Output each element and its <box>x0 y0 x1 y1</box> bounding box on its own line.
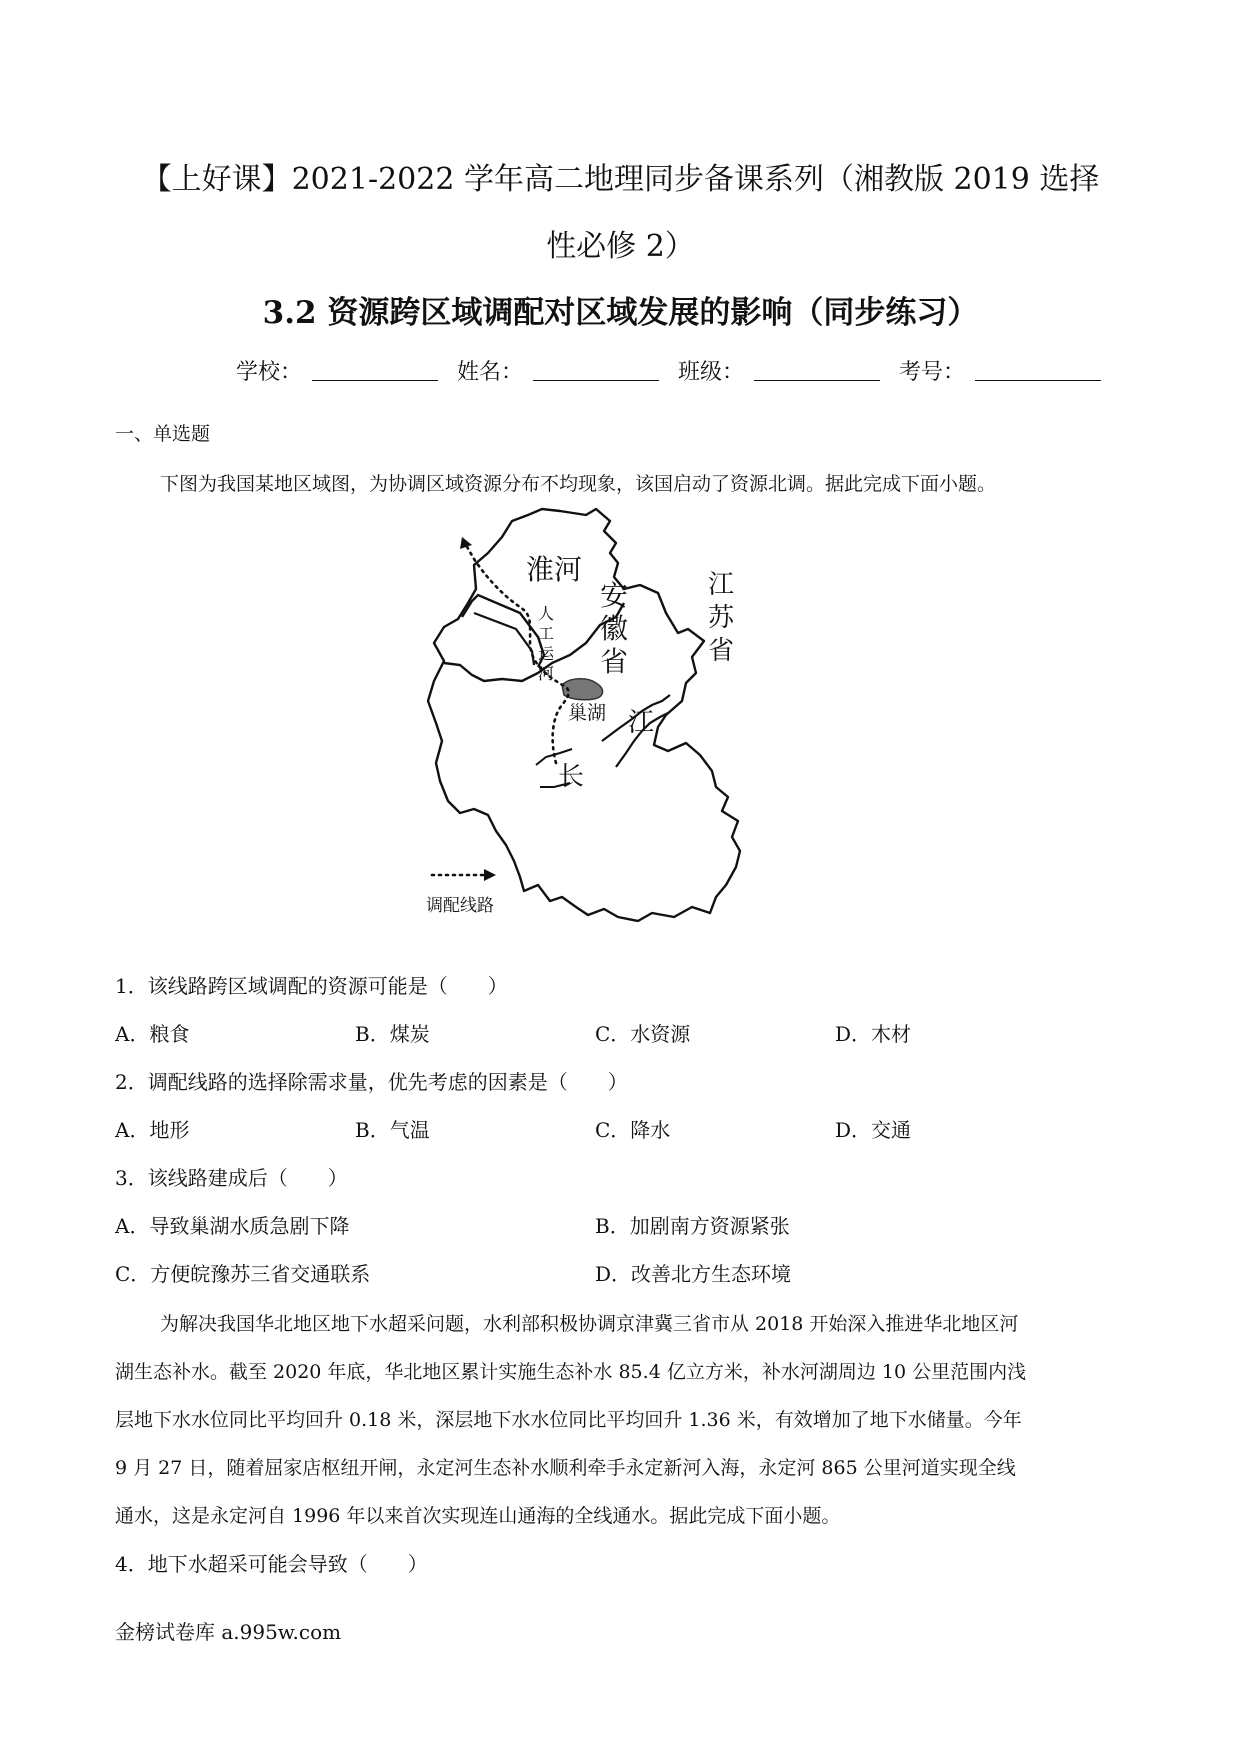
question-3 <box>115 1164 348 1192</box>
q3-option-a[interactable]: A．导致巢湖水质急剧下降 <box>115 1214 350 1238</box>
intro-paragraph-1: 下图为我国某地区域图，为协调区域资源分布不均现象，该国启动了资源北调。据此完成下面小题。 <box>160 473 997 495</box>
student-info-row <box>236 358 1113 388</box>
map-label-canal-2: 工 <box>538 624 555 643</box>
question-3-text: 该线路建成后（ ） <box>147 1166 348 1190</box>
intro-paragraph-2-line-2: 湖生态补水。截至 2020 年底，华北地区累计实施生态补水 85.4 亿立方米，补水河湖周边 10 公里范围内浅 <box>115 1361 1027 1383</box>
q3-option-c[interactable]: C．方便皖豫苏三省交通联系 <box>115 1262 371 1286</box>
name-blank <box>533 360 659 381</box>
footer-source: 金榜试卷库 a.995w.com <box>115 1620 342 1644</box>
question-1-number: 1． <box>115 974 148 998</box>
q1-option-d[interactable]: D．木材 <box>835 1022 912 1046</box>
intro-paragraph-2-line-4: 9 月 27 日，随着屈家店枢纽开闸，永定河生态补水顺利牵手永定新河入海，永定河 865 公里河道实现全线 <box>115 1457 1016 1479</box>
q1-option-c[interactable]: C．水资源 <box>595 1022 691 1046</box>
region-map <box>420 505 840 955</box>
map-label-huaihe: 淮河 <box>526 553 583 586</box>
section-title: 一、单选题 <box>115 423 211 445</box>
map-label-jiangsu-2: 苏 <box>708 603 735 633</box>
question-2-text: 调配线路的选择除需求量，优先考虑的因素是（ ） <box>147 1070 628 1094</box>
question-4-text: 地下水超采可能会导致（ ） <box>147 1552 428 1576</box>
map-label-anhui-3: 省 <box>600 645 629 678</box>
document-title-line1: 【上好课】2021-2022 学年高二地理同步备课系列（湘教版 2019 选择 <box>141 162 1100 197</box>
q2-option-b[interactable]: B．气温 <box>355 1118 430 1142</box>
map-label-chang: 长 <box>558 762 585 792</box>
map-label-jiangsu-1: 江 <box>708 570 735 600</box>
map-label-canal-4: 河 <box>538 664 555 683</box>
class-label: 班级： <box>678 360 745 385</box>
question-3-number: 3． <box>115 1166 148 1190</box>
intro-paragraph-2-line-3: 层地下水水位同比平均回升 0.18 米，深层地下水水位同比平均回升 1.36 米，有效增加了地下水储量。今年 <box>115 1409 1022 1431</box>
school-label: 学校： <box>236 360 303 385</box>
question-2-number: 2． <box>115 1070 148 1094</box>
q1-option-a[interactable]: A．粮食 <box>115 1022 190 1046</box>
exam-number-label: 考号： <box>899 360 966 385</box>
q1-option-b[interactable]: B．煤炭 <box>355 1022 430 1046</box>
intro-paragraph-2-line-1: 为解决我国华北地区地下水超采问题，水利部积极协调京津冀三省市从 2018 开始深入推进华北地区河 <box>160 1313 1019 1335</box>
lesson-subtitle: 3.2 资源跨区域调配对区域发展的影响（同步练习） <box>262 295 979 331</box>
q3-option-d[interactable]: D．改善北方生态环境 <box>595 1262 792 1286</box>
q2-option-d[interactable]: D．交通 <box>835 1118 912 1142</box>
q2-option-c[interactable]: C．降水 <box>595 1118 671 1142</box>
question-4-number: 4． <box>115 1552 148 1576</box>
q3-option-b[interactable]: B．加剧南方资源紧张 <box>595 1214 790 1238</box>
legend-arrowhead <box>484 869 496 881</box>
map-label-jiangsu-3: 省 <box>708 636 735 666</box>
question-1-text: 该线路跨区域调配的资源可能是（ ） <box>147 974 508 998</box>
exam-number-blank <box>975 360 1101 381</box>
map-label-canal-1: 人 <box>538 604 555 623</box>
map-label-anhui-1: 安 <box>600 579 629 612</box>
question-2 <box>115 1068 628 1096</box>
map-label-chaohu: 巢湖 <box>568 702 607 724</box>
name-label: 姓名： <box>457 360 524 385</box>
intro-paragraph-2-line-5: 通水，这是永定河自 1996 年以来首次实现连山通海的全线通水。据此完成下面小题。 <box>115 1505 841 1527</box>
class-blank <box>754 360 880 381</box>
document-title-line2: 性必修 2） <box>546 229 695 264</box>
question-4 <box>115 1550 428 1578</box>
map-legend-label: 调配线路 <box>426 896 494 916</box>
map-label-jiang: 江 <box>628 708 655 738</box>
school-blank <box>312 360 438 381</box>
map-label-canal-3: 运 <box>538 644 555 663</box>
question-1 <box>115 972 508 1000</box>
q2-option-a[interactable]: A．地形 <box>115 1118 190 1142</box>
map-label-anhui-2: 徽 <box>600 612 629 645</box>
